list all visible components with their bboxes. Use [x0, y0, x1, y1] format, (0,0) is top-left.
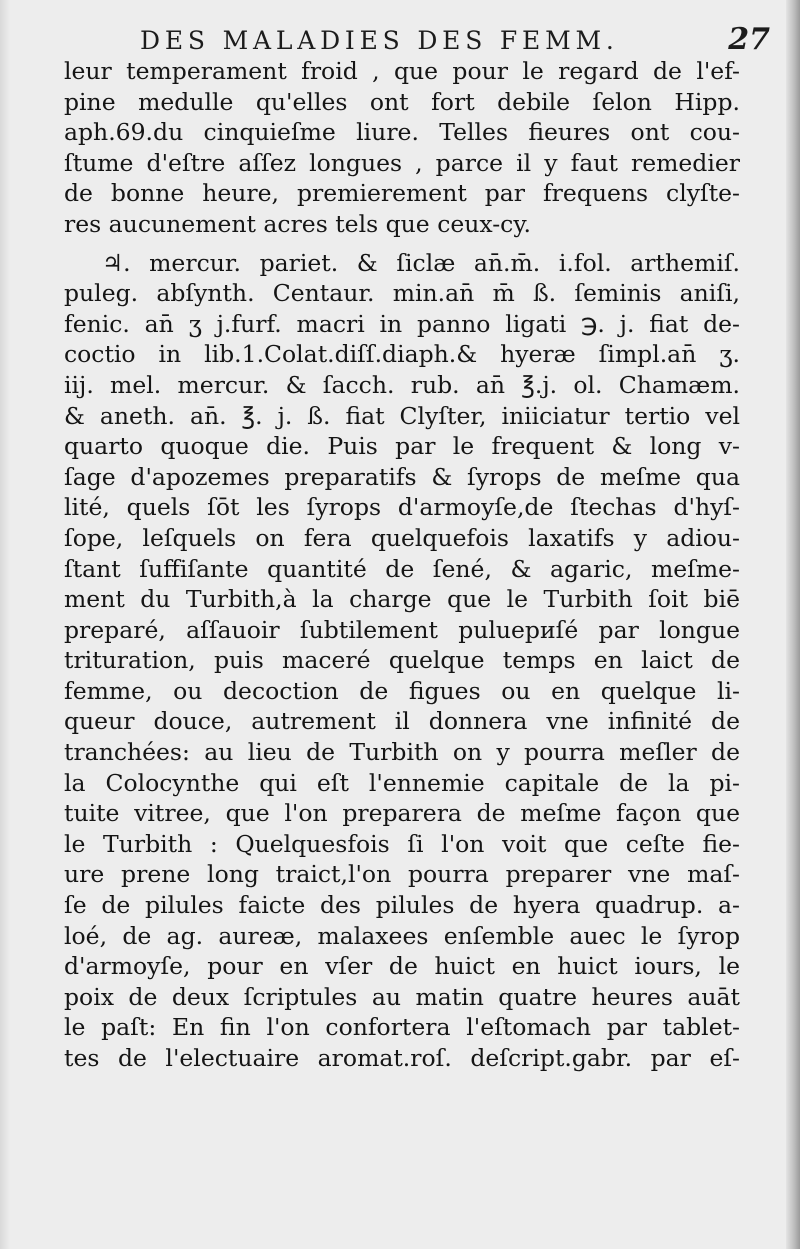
text-line: lité, quels ſōt les ſyrops d'armoyſe,de ſtechas d'hyſ- [64, 493, 740, 522]
text-line: coctio in lib.1.Colat.diſſ.diaph.& hyeræ ſimpl.an̄ ʒ. [64, 340, 740, 369]
text-line: aph.69.du cinquieſme liure. Telles fieures ont cou- [64, 118, 740, 147]
text-line: ♃. mercur. pariet. & ſiclæ an̄.m̄. i.fol. arthemiſ. [102, 248, 740, 277]
page-edge-shadow [786, 0, 800, 1249]
text-line: ſage d'apozemes preparatifs & ſyrops de meſme qua [64, 462, 740, 491]
text-line: tranchées: au lieu de Turbith on y pourra meſler de [64, 738, 740, 767]
text-line: le Turbith : Quelquesfois ſi l'on voit que ceſte fie- [64, 829, 740, 858]
text-line: fenic. an̄ ʒ j.furf. macri in panno ligati ℈. j. fiat de- [64, 309, 740, 338]
page-header [140, 18, 770, 58]
text-line: puleg. abſynth. Centaur. min.an̄ m̄ ß. ſeminis aniſi, [64, 279, 740, 308]
paragraph-gap [64, 240, 740, 248]
text-line: loé, de ag. aureæ, malaxees enſemble auec le ſyrop [64, 921, 740, 950]
text-line: & aneth. an̄. ℥. j. ß. fiat Clyſter, iniiciatur tertio vel [64, 401, 740, 430]
page-gutter-shadow [0, 0, 10, 1249]
text-line: ment du Turbith,à la charge que le Turbith ſoit biē [64, 585, 740, 614]
text-line: femme, ou decoction de figues ou en quelque li- [64, 676, 740, 705]
text-line: ſe de pilules faicte des pilules de hyera quadrup. a- [64, 891, 740, 920]
text-line: ſtume d'eſtre aſſez longues , parce il y faut remedier [64, 148, 740, 177]
text-line: pine medulle qu'elles ont fort debile ſelon Hipp. [64, 87, 740, 116]
text-line: ſope, leſquels on fera quelquefois laxatifs y adiou- [64, 523, 740, 552]
text-line: queur douce, autrement il donnera vne infinité de [64, 707, 740, 736]
text-line: tuite vitree, que l'on preparera de meſme façon que [64, 799, 740, 828]
body-text [64, 56, 740, 1074]
text-line: le paſt: En fin l'on confortera l'eſtomach par tablet- [64, 1013, 740, 1042]
text-line: la Colocynthe qui eſt l'ennemie capitale de la pi- [64, 768, 740, 797]
text-line: tes de l'electuaire aromat.roſ. deſcript.gabr. par eſ- [64, 1044, 740, 1072]
running-title: DES MALADIES DES FEMM. [140, 26, 619, 55]
text-line: poix de deux ſcriptules au matin quatre heures auāt [64, 982, 740, 1011]
text-line: quarto quoque die. Puis par le frequent & long v- [64, 432, 740, 461]
text-line: de bonne heure, premierement par frequens clyſte- [64, 179, 740, 208]
text-line: ure prene long traict,l'on pourra preparer vne maſ- [64, 860, 740, 889]
text-line: leur temperament froid , que pour le regard de l'ef- [64, 57, 740, 85]
page-number: 27 [728, 22, 770, 57]
text-line: iij. mel. mercur. & ſacch. rub. an̄ ℥.j. ol. Chamæm. [64, 370, 740, 399]
text-line: d'armoyſe, pour en vſer de huict en huict iours, le [64, 952, 740, 981]
text-line: ſtant ſuffiſante quantité de ſené, & agaric, meſme- [64, 554, 740, 583]
text-line: res aucunement acres tels que ceux-cy. [64, 209, 531, 238]
text-line: preparé, aſſauoir ſubtilement puluериſé par longue [64, 615, 740, 644]
text-line: trituration, puis maceré quelque temps en laict de [64, 646, 740, 675]
